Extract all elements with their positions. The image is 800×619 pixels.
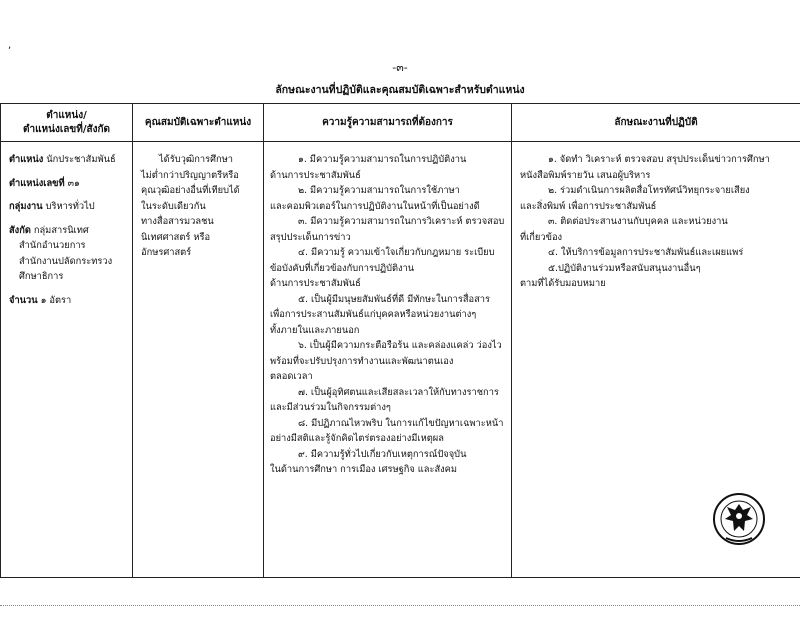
competency-line: ๔. มีความรู้ ความเข้าใจเกี่ยวกับกฎหมาย ระเบียบ bbox=[298, 247, 495, 258]
affiliation-line: สำนักงานปลัดกระทรวง bbox=[19, 255, 113, 267]
duty-item bbox=[520, 152, 794, 183]
duty-line: ตามที่ได้รับมอบหมาย bbox=[520, 278, 606, 289]
competency-line: ข้อบังคับที่เกี่ยวข้องกับการปฏิบัติงาน bbox=[270, 262, 415, 274]
work-group-value: บริหารทั่วไป bbox=[45, 201, 95, 212]
header-competency: ความรู้ความสามารถที่ต้องการ bbox=[264, 104, 512, 142]
competency-line: ตลอดเวลา bbox=[270, 371, 313, 382]
table-row bbox=[1, 142, 800, 578]
garuda-seal-icon bbox=[712, 492, 766, 546]
qualification-line: อักษรศาสตร์ bbox=[141, 247, 192, 258]
header-position bbox=[1, 104, 133, 142]
header-position-line2: ตำแหน่งเลขที่/สังกัด bbox=[22, 123, 111, 135]
duty-item bbox=[520, 261, 794, 292]
qualification-line: ได้รับวุฒิการศึกษา bbox=[159, 154, 233, 165]
duty-item bbox=[520, 245, 794, 261]
competency-line: อย่างมีสติและรู้จักคิดไตร่ตรองอย่างมีเหตุผล bbox=[270, 433, 444, 444]
margin-mark: , bbox=[8, 40, 12, 51]
page-bottom-border bbox=[0, 605, 800, 606]
qualification-line: คุณวุฒิอย่างอื่นที่เทียบได้ bbox=[141, 185, 240, 196]
competency-item bbox=[270, 245, 505, 292]
work-group-label: กลุ่มงาน bbox=[9, 201, 43, 212]
qualification-line: ในระดับเดียวกัน bbox=[141, 200, 206, 212]
competency-line: ด้านการประชาสัมพันธ์ bbox=[270, 169, 361, 181]
position-cell bbox=[1, 142, 133, 578]
competency-cell bbox=[264, 142, 512, 578]
affiliation-line: กลุ่มสารนิเทศ bbox=[33, 224, 89, 236]
competency-line: ๘. มีปฏิภาณไหวพริบ ในการแก้ไขปัญหาเฉพาะหน้า bbox=[298, 417, 504, 429]
header-qualification: คุณสมบัติเฉพาะตำแหน่ง bbox=[133, 104, 264, 142]
competency-line: ๗. เป็นผู้อุทิศตนและเสียสละเวลาให้กับทางราชการ bbox=[298, 386, 499, 398]
competency-item bbox=[270, 385, 505, 416]
position-title-value: นักประชาสัมพันธ์ bbox=[46, 154, 116, 165]
page-number: -๓- bbox=[392, 61, 408, 74]
affiliation-line: ศึกษาธิการ bbox=[19, 271, 64, 282]
header-position-line1: ตำแหน่ง/ bbox=[46, 109, 87, 121]
duty-line: และสิ่งพิมพ์ เพื่อการประชาสัมพันธ์ bbox=[520, 200, 657, 212]
duty-line: ๑. จัดทำ วิเคราะห์ ตรวจสอบ สรุปประเด็นข่าวการศึกษา bbox=[548, 154, 770, 165]
competency-line: ทั้งภายในและภายนอก bbox=[270, 324, 360, 336]
duty-line: ที่เกี่ยวข้อง bbox=[520, 231, 563, 243]
count-label: จำนวน bbox=[9, 294, 38, 306]
competency-line: ๖. เป็นผู้มีความกระตือรือร้น และคล่องแคล่ว ว่องไว bbox=[298, 340, 502, 351]
position-title-label: ตำแหน่ง bbox=[9, 154, 44, 165]
competency-item bbox=[270, 292, 505, 339]
competency-line: ๑. มีความรู้ความสามารถในการปฏิบัติงาน bbox=[298, 154, 467, 165]
competency-item bbox=[270, 447, 505, 478]
duty-line: หนังสือพิมพ์รายวัน เสนอผู้บริหาร bbox=[520, 169, 651, 181]
position-number-value: ๓๑ bbox=[67, 177, 80, 189]
competency-line: ๓. มีความรู้ความสามารถในการวิเคราะห์ ตรวจสอบ bbox=[298, 216, 505, 227]
qualification-line: นิเทศศาสตร์ หรือ bbox=[141, 231, 211, 243]
position-number-label: ตำแหน่งเลขที่ bbox=[9, 177, 65, 189]
competency-item bbox=[270, 152, 505, 183]
competency-line: ๕. เป็นผู้มีมนุษยสัมพันธ์ที่ดี มีทักษะในการสื่อสาร bbox=[298, 293, 490, 305]
competency-item bbox=[270, 214, 505, 245]
competency-line: และมีส่วนร่วมในกิจกรรมต่างๆ bbox=[270, 402, 391, 413]
qualification-line: ทางสื่อสารมวลชน bbox=[141, 216, 214, 227]
competency-line: ด้านการประชาสัมพันธ์ bbox=[270, 278, 361, 289]
duty-item bbox=[520, 183, 794, 214]
competency-line: สรุปประเด็นการข่าว bbox=[270, 231, 351, 243]
affiliation-line: สำนักอำนวยการ bbox=[19, 240, 86, 251]
count-value: ๑ อัตรา bbox=[40, 294, 72, 306]
competency-line: ในด้านการศึกษา การเมือง เศรษฐกิจ และสังคม bbox=[270, 464, 458, 475]
header-duties: ลักษณะงานที่ปฏิบัติ bbox=[512, 104, 800, 142]
qualification-cell bbox=[133, 142, 264, 578]
affiliation-label: สังกัด bbox=[9, 224, 31, 236]
position-table bbox=[0, 103, 800, 578]
competency-item bbox=[270, 338, 505, 385]
duty-line: ๔. ให้บริการข้อมูลการประชาสัมพันธ์และเผยแพร่ bbox=[548, 247, 744, 258]
duty-item bbox=[520, 214, 794, 245]
competency-line: พร้อมที่จะปรับปรุงการทำงานและพัฒนาตนเอง bbox=[270, 355, 454, 367]
competency-line: ๒. มีความรู้ความสามารถในการใช้ภาษา bbox=[298, 185, 460, 196]
duty-line: ๓. ติดต่อประสานงานกับบุคคล และหน่วยงาน bbox=[548, 216, 728, 227]
duty-line: ๕.ปฏิบัติงานร่วมหรือสนับสนุนงานอื่นๆ bbox=[548, 262, 701, 274]
duty-line: ๒. ร่วมดำเนินการผลิตสื่อโทรทัศน์วิทยุกระจายเสียง bbox=[548, 185, 750, 196]
competency-item bbox=[270, 183, 505, 214]
document-title: ลักษณะงานที่ปฏิบัติและคุณสมบัติเฉพาะสำหรับตำแหน่ง bbox=[275, 84, 525, 96]
competency-line: ๙. มีความรู้ทั่วไปเกี่ยวกับเหตุการณ์ปัจจุบัน bbox=[298, 448, 467, 460]
qualification-line: ไม่ต่ำกว่าปริญญาตรีหรือ bbox=[141, 169, 239, 181]
table-header-row bbox=[1, 104, 800, 142]
competency-line: และคอมพิวเตอร์ในการปฏิบัติงานในหน้าที่เป็นอย่างดี bbox=[270, 200, 480, 212]
competency-item bbox=[270, 416, 505, 447]
competency-line: เพื่อการประสานสัมพันธ์แก่บุคคลหรือหน่วยงานต่างๆ bbox=[270, 309, 477, 320]
